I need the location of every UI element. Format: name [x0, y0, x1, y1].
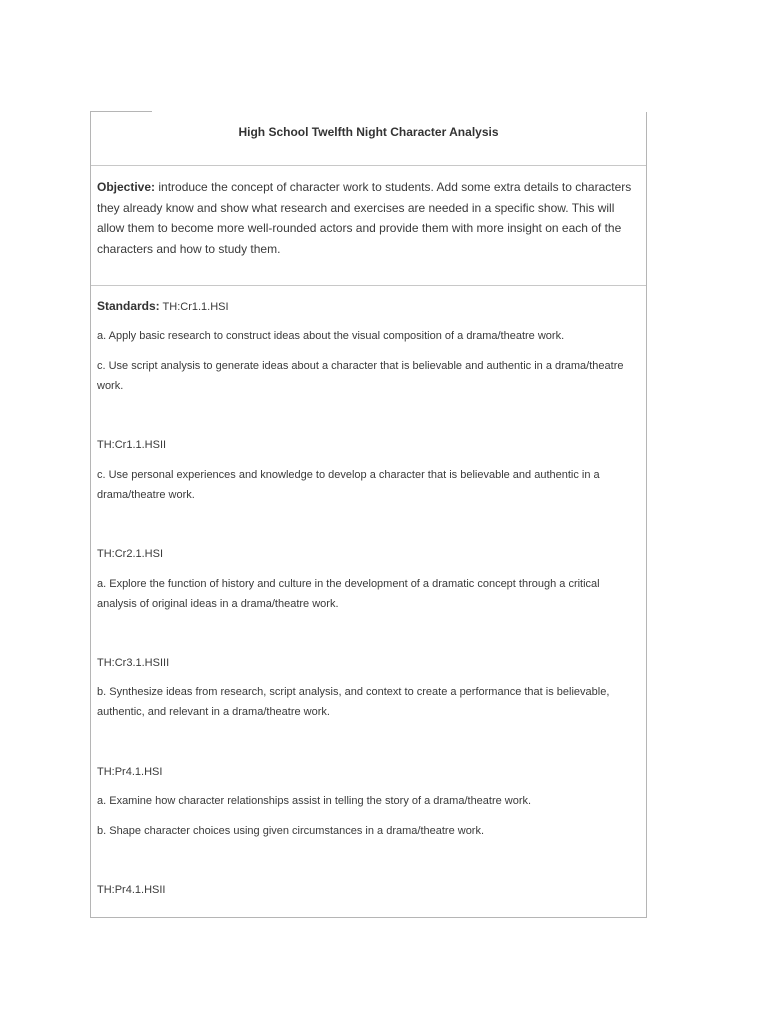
standards-cell — [91, 286, 646, 917]
title-cell — [91, 112, 646, 166]
standard-item: c. Use script analysis to generate ideas about a character that is believable and authentic in a drama/theatre work. — [97, 360, 624, 392]
objective-paragraph — [97, 177, 640, 259]
standard-code: TH:Cr3.1.HSIII — [97, 657, 170, 669]
objective-label: Objective: — [97, 180, 156, 194]
standard-code: TH:Pr4.1.HSI — [97, 766, 163, 778]
standard-code: TH:Cr1.1.HSII — [97, 439, 167, 451]
standard-item: b. Synthesize ideas from research, script analysis, and context to create a performance that is believable, authentic, and relevant in a drama/theatre work. — [97, 686, 610, 718]
lesson-plan-table — [90, 112, 647, 918]
standard-item: c. Use personal experiences and knowledge to develop a character that is believable and authentic in a drama/theatre work. — [97, 469, 600, 501]
standards-label: Standards: — [97, 299, 160, 313]
standard-code: TH:Cr2.1.HSI — [97, 548, 164, 560]
standard-item: a. Apply basic research to construct ideas about the visual composition of a drama/theatre work. — [97, 330, 565, 342]
document-title: High School Twelfth Night Character Analysis — [238, 125, 499, 139]
objective-cell — [91, 166, 646, 286]
standard-item: a. Examine how character relationships assist in telling the story of a drama/theatre work. — [97, 795, 532, 807]
standard-code: TH:Pr4.1.HSII — [97, 884, 166, 896]
objective-text: introduce the concept of character work to students. Add some extra details to characters they already know and show what research and exercises are needed in a specific show. This will allow them to become more well-rounded actors and provide them with more insight on each of the characters and how to study them. — [97, 180, 632, 256]
standard-code: TH:Cr1.1.HSI — [159, 301, 229, 313]
standard-item: a. Explore the function of history and culture in the development of a dramatic concept through a critical analysis of original ideas in a drama/theatre work. — [97, 578, 600, 610]
standard-item: b. Shape character choices using given circumstances in a drama/theatre work. — [97, 825, 485, 837]
standards-heading — [97, 296, 636, 317]
